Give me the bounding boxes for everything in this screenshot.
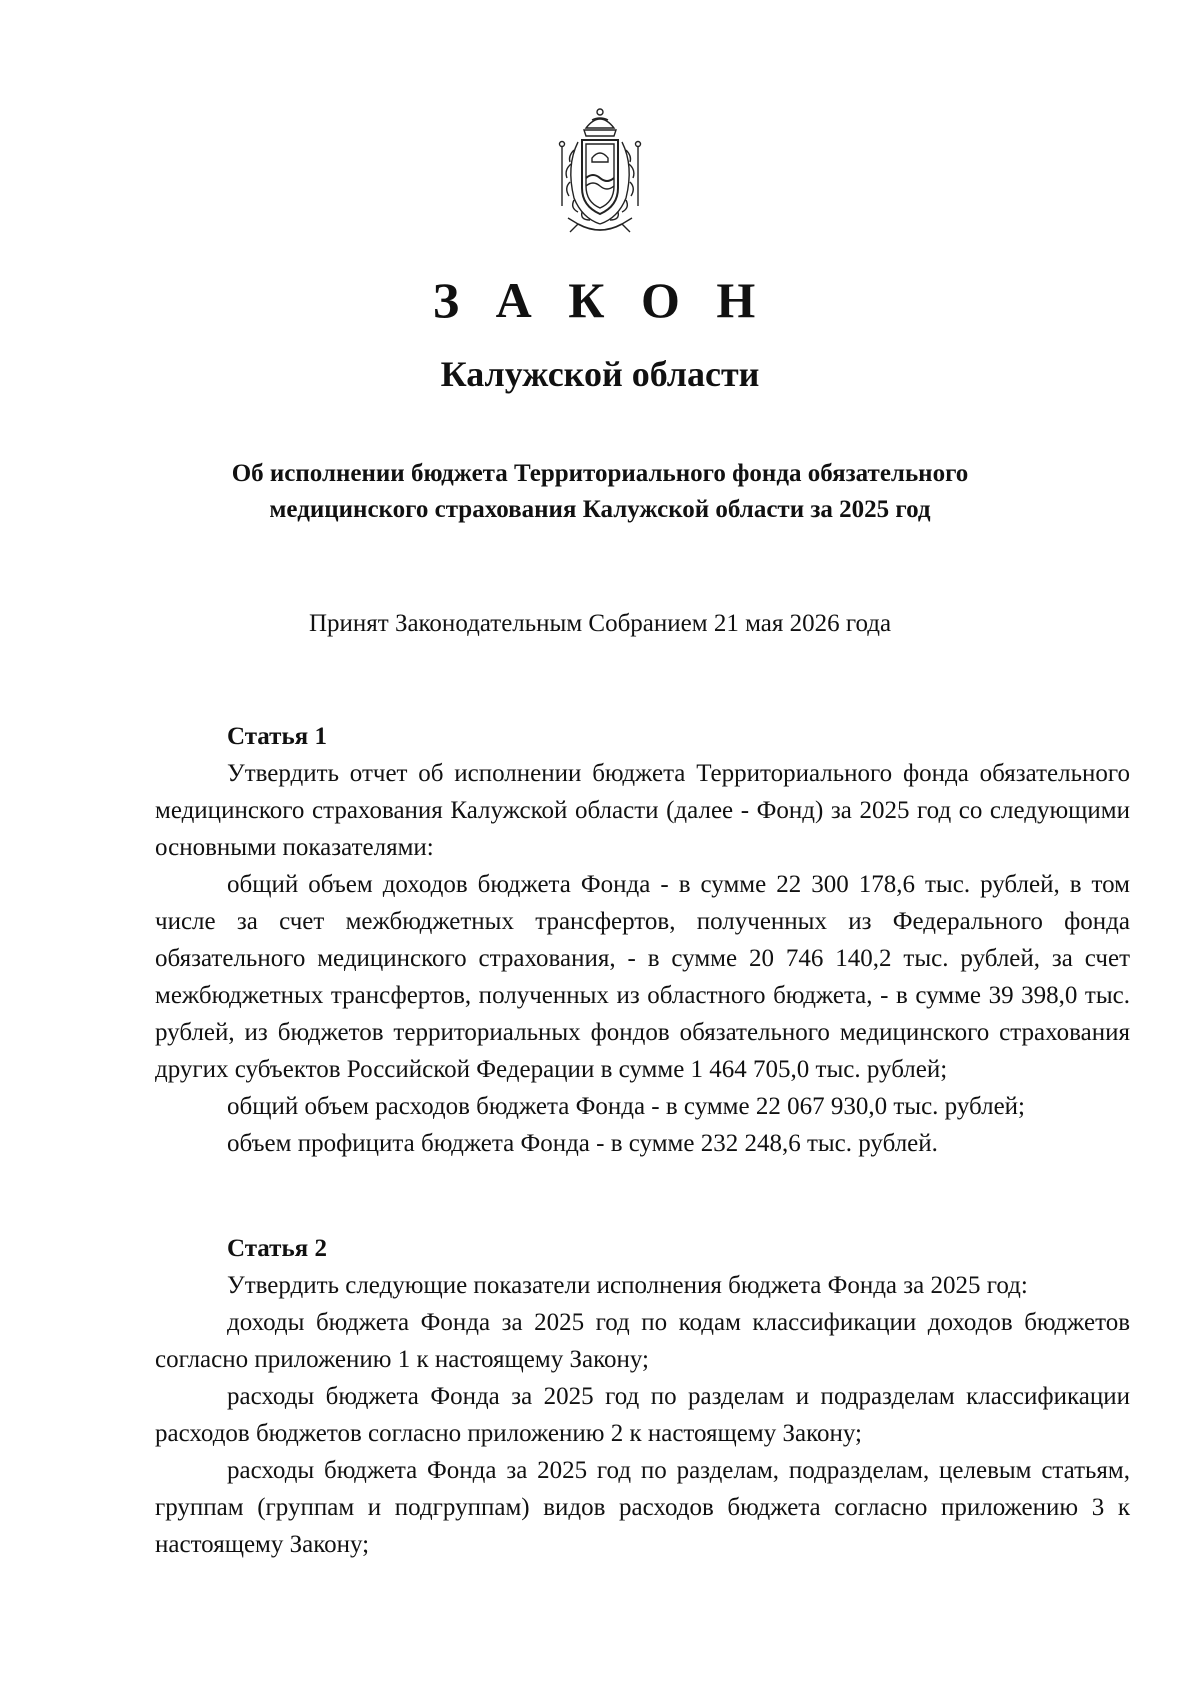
article-1 — [155, 718, 1130, 1162]
article-paragraph: расходы бюджета Фонда за 2025 год по разделам, подразделам, целевым статьям, группам (группам и подгруппам) видов расходов бюджета согласно приложению 3 к настоящему Закону; — [155, 1457, 1130, 1558]
article-paragraph: Утвердить отчет об исполнении бюджета Территориального фонда обязательного медицинского страхования Калужской области (далее - Фонд) за 2025 год со следующими основными показателями: — [155, 760, 1130, 861]
article-2 — [155, 1230, 1130, 1563]
document-title: З А К О Н — [432, 272, 768, 328]
article-heading: Статья 2 — [227, 1235, 327, 1262]
law-name: Об исполнении бюджета Территориального фонда обязательного медицинского страхования Калужской области за 2025 год — [231, 460, 969, 523]
coat-of-arms-icon — [548, 106, 652, 238]
article-paragraph: Утвердить следующие показатели исполнения бюджета Фонда за 2025 год: — [227, 1272, 1028, 1299]
article-heading: Статья 1 — [227, 723, 327, 750]
article-paragraph: объем профицита бюджета Фонда - в сумме 232 248,6 тыс. рублей. — [227, 1130, 938, 1157]
adoption-line: Принят Законодательным Собранием 21 мая 2026 года — [308, 610, 892, 637]
article-paragraph: расходы бюджета Фонда за 2025 год по разделам и подразделам классификации расходов бюджетов согласно приложению 2 к настоящему Закону; — [155, 1383, 1130, 1447]
article-paragraph: доходы бюджета Фонда за 2025 год по кодам классификации доходов бюджетов согласно приложению 1 к настоящему Закону; — [155, 1309, 1130, 1373]
article-paragraph: общий объем расходов бюджета Фонда - в сумме 22 067 930,0 тыс. рублей; — [227, 1093, 1025, 1120]
article-paragraph: общий объем доходов бюджета Фонда - в сумме 22 300 178,6 тыс. рублей, в том числе за счет межбюджетных трансфертов, полученных из Федерального фонда обязательного медицинского страхования, - в сумме 20 746 140,2 тыс. рублей, за счет межбюджетных трансфертов, полученных из областного бюджета, - в сумме 39 398,0 тыс. рублей, из бюджетов территориальных фондов обязательного медицинского страхования других субъектов Российской Федерации в сумме 1 464 705,0 тыс. рублей; — [155, 871, 1130, 1083]
document-region: Калужской области — [440, 354, 760, 394]
